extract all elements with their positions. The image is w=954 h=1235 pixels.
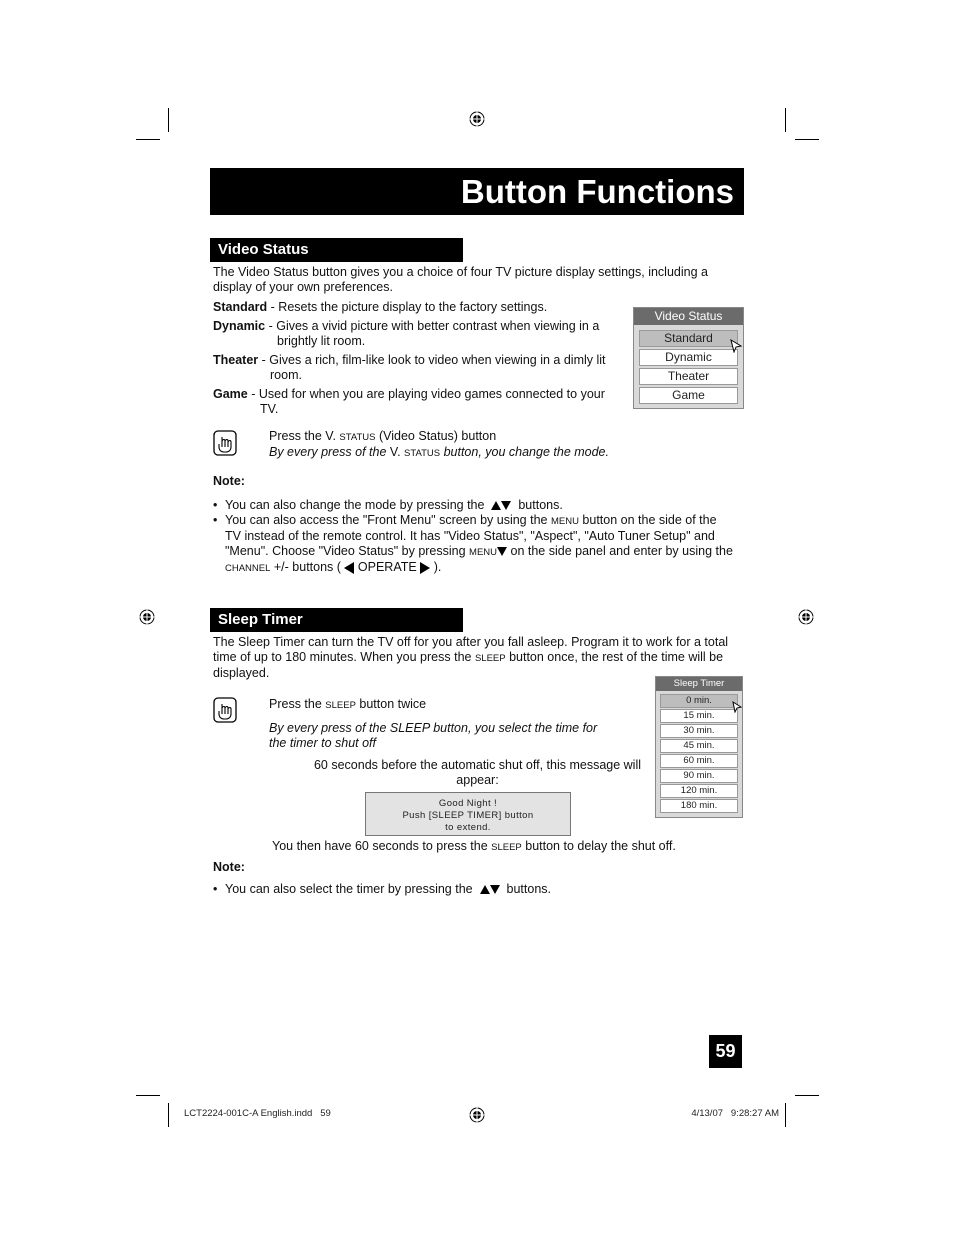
every-press-instruction — [269, 445, 669, 461]
note-text-part: You can also access the "Front Menu" screen by using the — [225, 513, 551, 527]
remote-press-icon — [213, 697, 237, 723]
note-item — [213, 513, 733, 576]
mode-name: Standard — [213, 300, 268, 314]
crop-mark — [795, 139, 819, 140]
note-item — [213, 498, 733, 513]
video-status-intro: The Video Status button gives you a choice of four TV picture display settings, including a display of your own preferences. — [213, 265, 708, 294]
note-text-part: You can also change the mode by pressing the — [225, 498, 485, 512]
message-line: Push [SLEEP TIMER] button — [402, 810, 534, 821]
note-text-part: buttons. — [506, 882, 551, 896]
menu-cursor-icon — [732, 701, 743, 713]
menu-item-15-min[interactable]: 15 min. — [660, 709, 738, 723]
mode-separator: - — [267, 300, 279, 314]
registration-mark-icon — [798, 609, 814, 625]
right-arrow-icon — [420, 562, 430, 574]
sleep-timer-menu-title: Sleep Timer — [656, 677, 742, 691]
mode-separator: - — [247, 387, 259, 401]
every-text: V. — [386, 445, 405, 459]
video-status-notes — [213, 498, 733, 576]
press-text: (Video Status) button — [375, 429, 497, 443]
mode-description: Gives a vivid picture with better contrast when viewing in a brightly lit room. — [276, 319, 600, 348]
note-item — [213, 882, 733, 897]
key-name: SLEEP — [474, 653, 506, 664]
key-name: SLEEP — [325, 700, 356, 711]
press-instruction — [269, 429, 669, 445]
menu-item-dynamic[interactable]: Dynamic — [639, 349, 738, 366]
crop-mark — [785, 108, 786, 132]
menu-item-theater[interactable]: Theater — [639, 368, 738, 385]
mode-separator: - — [258, 353, 270, 367]
menu-cursor-icon — [730, 339, 743, 353]
note-text-part: buttons. — [518, 498, 563, 512]
menu-item-standard[interactable]: Standard — [639, 330, 738, 347]
key-name: CHANNEL — [225, 563, 271, 574]
mode-dynamic — [213, 319, 608, 349]
after-text: button to delay the shut off. — [521, 839, 676, 853]
sleep-message-intro: 60 seconds before the automatic shut off, this message will appear: — [313, 758, 642, 787]
video-status-note-label: Note: — [213, 474, 245, 488]
sleep-timer-menu — [655, 676, 743, 818]
sleep-press-instruction — [269, 697, 629, 713]
remote-press-icon — [213, 430, 237, 456]
sleep-after-text — [272, 839, 732, 855]
video-status-menu-title: Video Status — [634, 308, 743, 325]
menu-item-120-min[interactable]: 120 min. — [660, 784, 738, 798]
crop-mark — [136, 1095, 160, 1096]
every-text: By every press of the — [269, 445, 387, 459]
key-name: SLEEP — [491, 842, 522, 853]
video-status-menu — [633, 307, 744, 409]
intro-text: The Sleep Timer can turn the TV off for you after you fall asleep. Program it to work for a total time of up to 180 minutes. When you press the — [213, 635, 729, 664]
crop-mark — [168, 1103, 169, 1127]
key-name: MENU — [550, 516, 579, 527]
menu-item-180-min[interactable]: 180 min. — [660, 799, 738, 813]
note-text-part: button on the side of the TV instead of the remote control. It has "Video Status", "Aspect", "Auto Tuner Setup" and "Menu". Choose "Video Status" by pressing — [225, 513, 717, 558]
crop-mark — [168, 108, 169, 132]
video-status-instruction — [269, 429, 669, 461]
registration-mark-icon — [469, 111, 485, 127]
mode-game — [213, 387, 608, 417]
sleep-timer-note-label: Note: — [213, 860, 245, 874]
note-text-part: OPERATE — [357, 560, 417, 574]
crop-mark — [795, 1095, 819, 1096]
key-name: MENU — [469, 547, 498, 558]
mode-name: Dynamic — [213, 319, 266, 333]
sleep-timer-heading: Sleep Timer — [210, 608, 463, 632]
menu-item-60-min[interactable]: 60 min. — [660, 754, 738, 768]
down-arrow-icon — [490, 885, 500, 894]
mode-description: Used for when you are playing video games connected to your TV. — [258, 387, 605, 416]
sleep-every-press: By every press of the SLEEP button, you select the time for the timer to shut off — [269, 721, 598, 750]
mode-description: Gives a rich, film-like look to video when viewing in a dimly lit room. — [269, 353, 606, 382]
note-text — [225, 513, 733, 576]
menu-item-90-min[interactable]: 90 min. — [660, 769, 738, 783]
bullet: • — [213, 882, 218, 896]
key-name: STATUS — [404, 448, 441, 459]
press-text: Press the — [269, 697, 326, 711]
menu-item-game[interactable]: Game — [639, 387, 738, 404]
page-title: Button Functions — [210, 168, 744, 215]
note-text-part: on the side panel and enter by using the — [507, 544, 733, 558]
message-line: to extend. — [445, 822, 491, 833]
mode-name: Game — [213, 387, 248, 401]
footer-file-name: LCT2224-001C-A English.indd 59 — [184, 1108, 331, 1119]
good-night-message-box — [365, 792, 571, 836]
every-text: button, you change the mode. — [440, 445, 609, 459]
note-text-part: +/- buttons ( — [270, 560, 341, 574]
bullet: • — [213, 498, 218, 512]
page-number: 59 — [709, 1035, 742, 1068]
registration-mark-icon — [469, 1107, 485, 1123]
menu-item-0-min[interactable]: 0 min. — [660, 694, 738, 708]
up-arrow-icon — [491, 501, 501, 510]
note-text — [225, 498, 563, 513]
up-arrow-icon — [480, 885, 490, 894]
sleep-timer-notes — [213, 882, 733, 897]
mode-name: Theater — [213, 353, 259, 367]
note-text-part: You can also select the timer by pressing the — [225, 882, 473, 896]
crop-mark — [785, 1103, 786, 1127]
menu-item-45-min[interactable]: 45 min. — [660, 739, 738, 753]
down-arrow-icon — [497, 547, 507, 556]
mode-theater — [213, 353, 608, 383]
down-arrow-icon — [501, 501, 511, 510]
crop-mark — [136, 139, 160, 140]
footer-date: 4/13/07 9:28:27 AM — [691, 1108, 779, 1119]
mode-standard — [213, 300, 608, 315]
left-arrow-icon — [344, 562, 354, 574]
note-text-part: ). — [433, 560, 442, 574]
key-name: STATUS — [339, 432, 376, 443]
intro-text: button once, the rest of the time will be displayed. — [213, 650, 724, 680]
press-text: Press the V. — [269, 429, 340, 443]
message-line: Good Night ! — [438, 798, 498, 809]
after-text: You then have 60 seconds to press the — [272, 839, 492, 853]
mode-separator: - — [265, 319, 277, 333]
menu-item-30-min[interactable]: 30 min. — [660, 724, 738, 738]
mode-description: Resets the picture display to the factory settings. — [278, 300, 548, 314]
registration-mark-icon — [139, 609, 155, 625]
press-text: button twice — [355, 697, 427, 711]
bullet: • — [213, 513, 218, 527]
sleep-timer-intro — [213, 635, 738, 681]
video-status-mode-list — [213, 300, 608, 417]
note-text — [225, 882, 551, 897]
video-status-heading: Video Status — [210, 238, 463, 262]
